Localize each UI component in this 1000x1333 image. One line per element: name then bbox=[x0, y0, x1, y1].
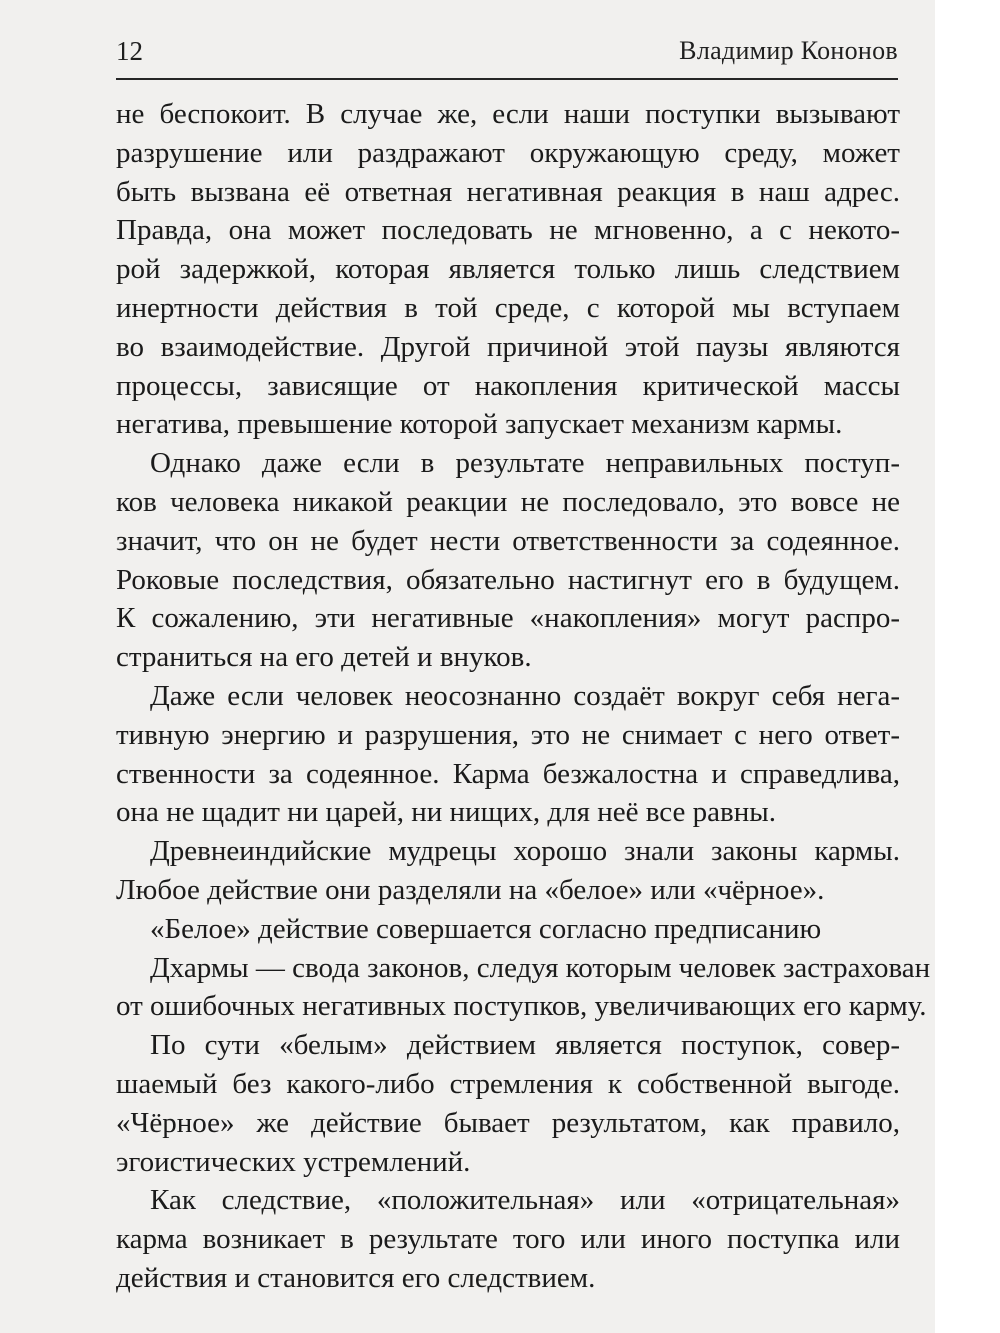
text-line: значит, что он не будет нести ответственности за содеянное. bbox=[116, 524, 900, 557]
text-line: ков человека никакой реакции не последовало, это вовсе не bbox=[116, 485, 900, 518]
text-line: «Белое» действие совершается согласно предписанию bbox=[150, 912, 822, 945]
text-line: разрушение или раздражают окружающую среду, может bbox=[116, 136, 900, 169]
text-line: быть вызвана её ответная негативная реакция в наш адрес. bbox=[116, 175, 900, 208]
paragraph bbox=[116, 832, 900, 910]
text-line: Любое действие они разделяли на «белое» или «чёрное». bbox=[116, 873, 825, 906]
text-line: страниться на его детей и внуков. bbox=[116, 641, 532, 674]
text-line: Однако даже если в результате неправильных поступ- bbox=[150, 447, 900, 480]
text-line: Древнеиндийские мудрецы хорошо знали законы кармы. bbox=[150, 835, 900, 868]
text-line: эгоистических устремлений. bbox=[116, 1145, 471, 1178]
paragraph bbox=[116, 1026, 900, 1181]
text-line: Дхармы — свода законов, следуя которым человек застрахован bbox=[150, 951, 931, 984]
header-rule bbox=[116, 78, 898, 80]
text-line: ственности за содеянное. Карма безжалостна и справедлива, bbox=[116, 757, 900, 790]
paragraph bbox=[116, 677, 900, 832]
text-line: шаемый без какого-либо стремления к собственной выгоде. bbox=[116, 1067, 900, 1100]
text-line: «Чёрное» же действие бывает результатом, как правило, bbox=[116, 1106, 900, 1139]
text-line: К сожалению, эти негативные «накопления» могут распро- bbox=[116, 602, 900, 635]
page-body bbox=[116, 95, 931, 1298]
paragraph bbox=[116, 1181, 900, 1297]
text-line: действия и становится его следствием. bbox=[116, 1261, 596, 1294]
text-line: карма возникает в результате того или иного поступка или bbox=[116, 1223, 900, 1256]
text-line: Даже если человек неосознанно создаёт вокруг себя нега- bbox=[150, 679, 900, 712]
page-margin-edge bbox=[935, 0, 1000, 1333]
text-line: негатива, превышение которой запускает механизм кармы. bbox=[116, 408, 843, 441]
text-line: Роковые последствия, обязательно настигнут его в будущем. bbox=[116, 563, 900, 596]
text-line: По сути «белым» действием является поступок, совер- bbox=[150, 1029, 900, 1062]
page-header bbox=[116, 36, 898, 76]
text-line: не беспокоит. В случае же, если наши поступки вызывают bbox=[116, 98, 900, 130]
running-head-author: Владимир Кононов bbox=[679, 36, 898, 65]
text-line: от ошибочных негативных поступков, увеличивающих его карму. bbox=[116, 990, 927, 1023]
page-number: 12 bbox=[116, 36, 143, 66]
paragraph bbox=[116, 910, 900, 949]
text-line: она не щадит ни царей, ни нищих, для неё все равны. bbox=[116, 796, 776, 829]
text-line: тивную энергию и разрушения, это не снимает с него ответ- bbox=[116, 718, 900, 751]
paragraph bbox=[116, 444, 900, 677]
text-line: рой задержкой, которая является только лишь следствием bbox=[116, 253, 900, 286]
text-line: инертности действия в той среде, с которой мы вступаем bbox=[116, 291, 900, 324]
text-line: во взаимодействие. Другой причиной этой паузы являются bbox=[116, 330, 900, 363]
text-line: Правда, она может последовать не мгновенно, а с некото- bbox=[116, 214, 900, 247]
paragraph bbox=[116, 949, 931, 1027]
paragraph bbox=[116, 95, 900, 444]
text-line: процессы, зависящие от накопления критической массы bbox=[116, 369, 900, 402]
text-line: Как следствие, «положительная» или «отрицательная» bbox=[150, 1184, 900, 1217]
